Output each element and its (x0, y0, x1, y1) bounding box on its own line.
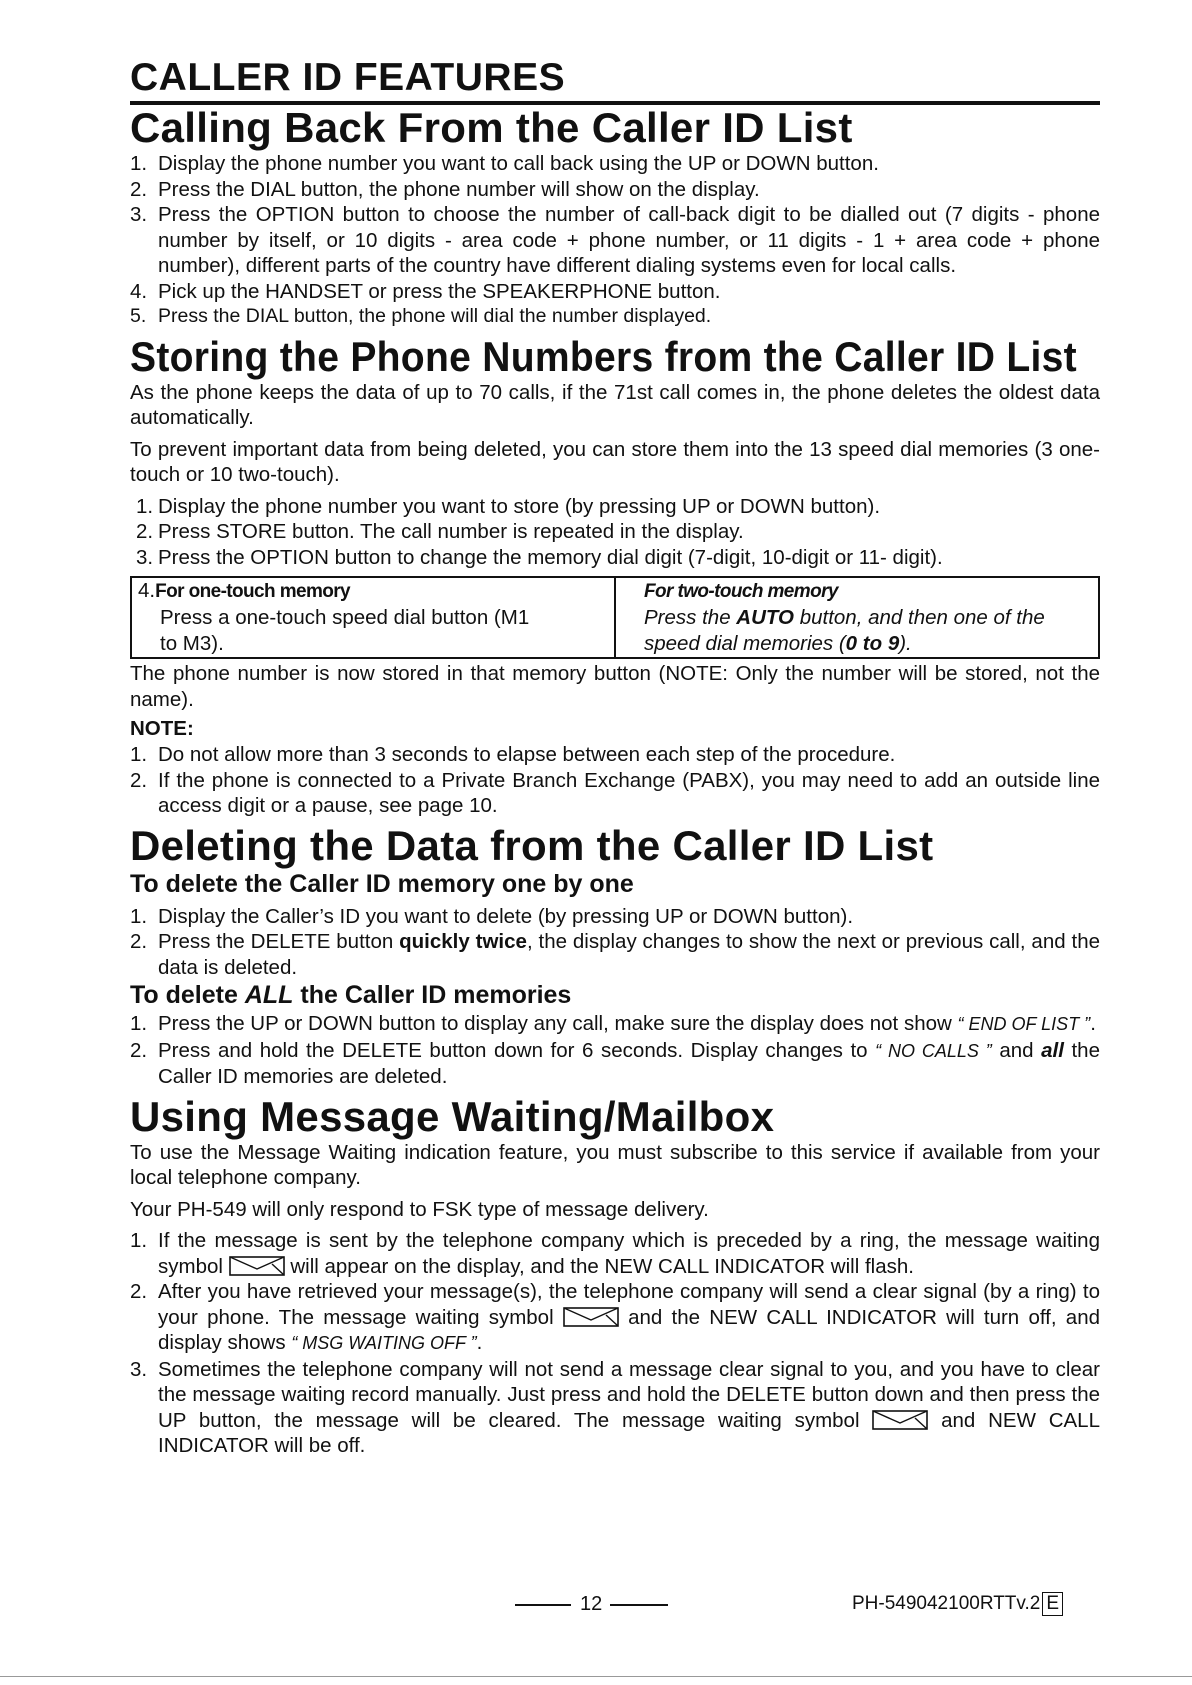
subheading-delete-all: To delete ALL the Caller ID memories (130, 981, 572, 1009)
two-touch-text: Press the AUTO button, and then one of the speed dial memories (0 to 9). (644, 606, 1045, 655)
heading-deleting: Deleting the Data from the Caller ID List (130, 821, 934, 869)
list-item: 5. Press the DIAL button, the phone will dial the number displayed. (130, 305, 712, 327)
memory-options-table (130, 576, 1100, 659)
section-header: CALLER ID FEATURES (130, 58, 1100, 105)
list-item: 3. Press the OPTION button to change the memory dial digit (7-digit, 10-digit or 11- digit). (136, 545, 943, 569)
two-touch-cell (615, 577, 1099, 658)
heading-storing: Storing the Phone Numbers from the Caller ID List (130, 332, 1077, 380)
delete-all-steps (130, 1011, 1100, 1090)
calling-back-steps (130, 151, 1100, 330)
list-item: 1. Display the phone number you want to call back using the UP or DOWN button. (130, 152, 879, 175)
page-bottom-rule (0, 1676, 1192, 1677)
message-paragraph-1: To use the Message Waiting indication feature, you must subscribe to this service if available from your local telephone company. (130, 1140, 1100, 1189)
note-label: NOTE: (130, 717, 194, 740)
page-number: 12 (580, 1593, 603, 1615)
storing-steps (130, 494, 1100, 571)
subheading-delete-one: To delete the Caller ID memory one by one (130, 869, 634, 898)
message-waiting-icon (229, 1256, 285, 1276)
heading-message-waiting: Using Message Waiting/Mailbox (130, 1092, 775, 1140)
list-item: 2. Press the DELETE button quickly twice, the display changes to show the next or previous call, and the data is deleted. (130, 930, 1100, 979)
list-item: 1. Display the phone number you want to store (by pressing UP or DOWN button). (136, 494, 881, 518)
delete-one-steps (130, 904, 1100, 981)
list-item: 2. Press STORE button. The call number is repeated in the display. (136, 520, 744, 543)
notes-list (130, 742, 1100, 819)
list-item: 1. Press the UP or DOWN button to display any call, make sure the display does not show “ END OF LIST ”. (130, 1012, 1096, 1035)
footer-rule-left (515, 1604, 571, 1606)
stored-note: The phone number is now stored in that memory button (NOTE: Only the number will be stored, not the name). (130, 662, 1100, 711)
list-item: 2. Press and hold the DELETE button down for 6 seconds. Display changes to “ NO CALLS ” and all the Caller ID memories are deleted. (130, 1038, 1100, 1088)
message-paragraph-2: Your PH-549 will only respond to FSK type of message delivery. (130, 1197, 709, 1221)
storing-paragraph-2: To prevent important data from being deleted, you can store them into the 13 speed dial memories (3 one-touch or 10 two-touch). (130, 437, 1100, 486)
page-body (130, 58, 1100, 1459)
one-touch-heading: For one-touch memory (155, 581, 351, 602)
list-item: 1. If the message is sent by the telephone company which is preceded by a ring, the message waiting symbol will appear on the display, and the NEW CALL INDICATOR will flash. (130, 1229, 1100, 1278)
list-item: 3. Sometimes the telephone company will not send a message clear signal to you, and you have to clear the message waiting record manually. Just press and hold the DELETE button down and then press the UP button, the message will be cleared. The message waiting symbol and NEW CALL INDICATOR will be off. (130, 1357, 1100, 1457)
page-footer (0, 1590, 1192, 1620)
document-id: PH-549042100RTTv.2 E (852, 1590, 1063, 1618)
message-waiting-icon (872, 1410, 928, 1430)
list-item: 3. Press the OPTION button to choose the number of call-back digit to be dialled out (7 digits - phone number by itself, or 10 digits - area code + phone number, or 11 digits - 1 + area code + phone number), different parts of the country have different dialing systems even for local calls. (130, 203, 1100, 277)
footer-rule-right (610, 1604, 668, 1606)
list-item: 2. After you have retrieved your message(s), the telephone company will send a clear signal (by a ring) to your phone. The message waiting symbol and the NEW CALL INDICATOR will turn off, and display shows “ MSG WAITING OFF ”. (130, 1280, 1101, 1354)
heading-calling-back: Calling Back From the Caller ID List (130, 104, 853, 151)
language-badge: E (1042, 1592, 1063, 1616)
list-item: 4. Pick up the HANDSET or press the SPEAKERPHONE button. (130, 279, 721, 303)
list-item: 2. Press the DIAL button, the phone number will show on the display. (130, 177, 760, 201)
message-steps (130, 1228, 1100, 1459)
two-touch-heading: For two-touch memory (644, 581, 838, 602)
list-item: 1. Do not allow more than 3 seconds to elapse between each step of the procedure. (130, 743, 896, 766)
list-item: 2. If the phone is connected to a Private Branch Exchange (PABX), you may need to add an outside line access digit or a pause, see page 10. (130, 768, 1100, 817)
list-item: 1. Display the Caller’s ID you want to delete (by pressing UP or DOWN button). (130, 904, 854, 928)
message-waiting-icon (563, 1307, 619, 1327)
storing-paragraph-1: As the phone keeps the data of up to 70 calls, if the 71st call comes in, the phone deletes the oldest data automatically. (130, 380, 1100, 429)
one-touch-cell: 4.For one-touch memory Press a one-touch speed dial button (M1 to M3). (131, 577, 615, 658)
one-touch-text: Press a one-touch speed dial button (M1 to M3). (160, 606, 530, 655)
